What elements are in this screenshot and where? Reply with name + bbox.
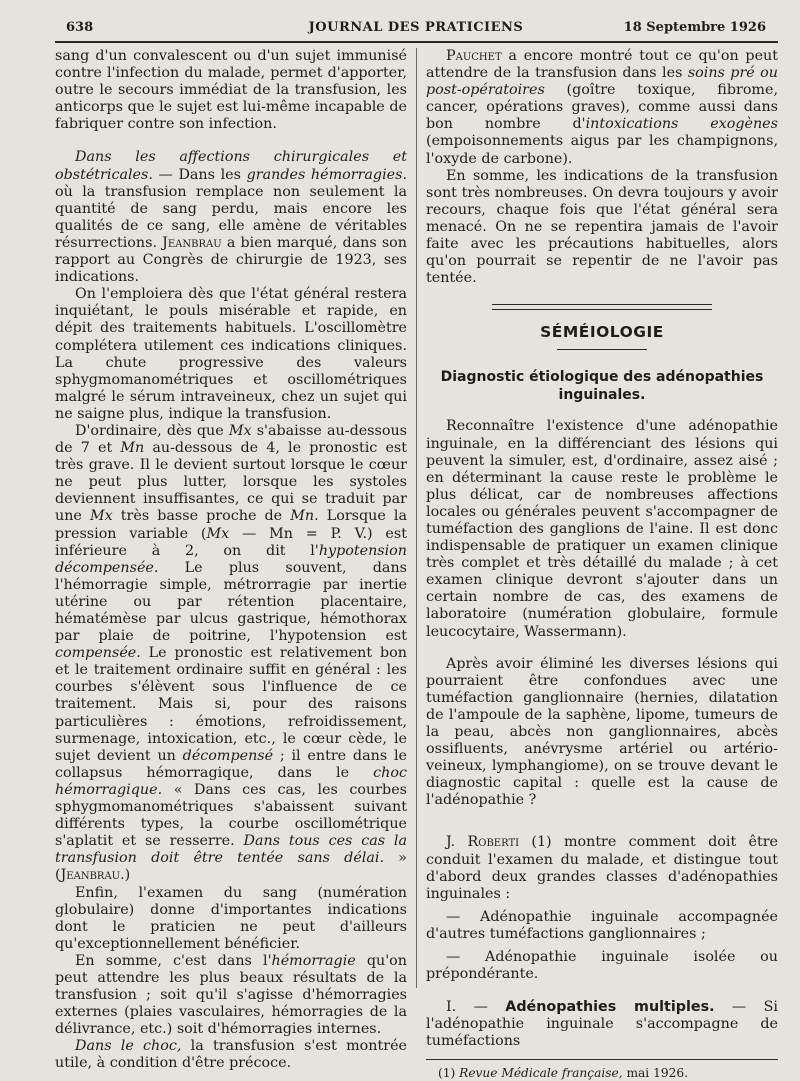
text-run: Le pronostic est relativement bon et le traitement ordinaire suffit en général : les courbes s'élèvent sous l'influence de ce traitement. Mais si, pour des raisons particulières : émotions, refroidissement, surmenage, intoxication, etc., le cœur cède, le sujet devient un xyxy=(55,645,407,764)
text-run: (goître toxique, fibrome, cancer, opérations graves), comme aussi dans bon nombre d' xyxy=(426,82,778,133)
text-italic: Mn xyxy=(120,440,145,457)
text-italic: Mx xyxy=(206,525,230,542)
text-run: Le plus souvent, dans l'hémorragie simple, métrorragie par inertie utérine ou par rétention placentaire, hématémèse par ulcus gastrique, hémothorax par plaie de poitrine, l'hypotension est xyxy=(55,559,407,645)
text-run: très basse proche de xyxy=(112,508,291,525)
text-run: « Dans ces cas, les courbes sphygmomanométriques s'abaissent suivant différents types, la courbe oscillométrique s'aplatit et se resserre. xyxy=(55,781,407,850)
author-name: Jeanbrau xyxy=(162,234,222,251)
text-run: En somme, c'est dans l' xyxy=(75,952,272,969)
paragraph: En somme, les indications de la transfusion sont très nombreuses. On devra toujours y avoir recours, chaque fois que l'état général sera menacé. On ne se repentira jamais de l'avoir faite avec les précautions habituelles, alors qu'on pourrait se repentir de ne l'avoir pas tentée. xyxy=(426,167,778,287)
text-run: au-dessous de 4, le pronostic est très grave. Il le devient surtout lorsque le cœur ne peut plus lutter, lorsque les systoles deviennent insuffisantes, ce qui se traduit par une xyxy=(55,440,407,525)
paragraph: On l'emploiera dès que l'état général restera inquiétant, le pouls misérable et rapide, en dépit des traitements habituels. L'oscillomètre complétera utilement ces indications cliniques. La chute progressive des valeurs sphygmomanométriques et oscillométriques malgré le sérum intraveineux, chez un sujet qui ne saigne plus, indique la transfusion. xyxy=(55,286,407,422)
text-run: — Dans les xyxy=(152,166,247,183)
paragraph: — Adénopathie inguinale isolée ou prépondérante. xyxy=(426,949,778,983)
paragraph: Après avoir éliminé les diverses lésions qui pourraient être confondues avec une tuméfaction ganglionnaire (hernies, dilatation de l'ampoule de la saphène, lipome, tumeurs de la peau, abcès non ganglionnaires, abcès ossifluents, anévrysme artériel ou artério-veineux, lymphangiome), on se trouve devant le diagnostic capital : quelle est la cause de l'adénopathie ? xyxy=(426,655,778,809)
text-run: ; il entre dans le collapsus hémorragique, dans le xyxy=(55,747,407,781)
text-run: la transfusion s'est montrée utile, à condition d'être précoce. xyxy=(55,1038,407,1072)
text-italic: grandes hémorragies. xyxy=(246,166,407,183)
text-run: Lorsque la pression variable ( xyxy=(55,508,408,542)
footnote-rule xyxy=(426,1059,778,1060)
paragraph: sang d'un convalescent ou d'un sujet immunisé contre l'infection du malade, permet d'apporter, outre le secours immédiat de la transfusion, les anticorps que le sujet est lui-même incapable de fabriquer contre son infection. xyxy=(55,48,407,133)
text-italic: intoxications exogènes xyxy=(585,116,778,133)
paragraph: Enfin, l'examen du sang (numération globulaire) donne d'importantes indications dont le praticien ne peut d'ailleurs qu'exceptionnellement bénéficier. xyxy=(55,884,407,952)
text-run: — Mn = P. V.) est inférieure à 2, on dit l' xyxy=(55,525,407,559)
right-column xyxy=(426,48,778,1081)
text-run: (empoisonnements aigus par les champignons, l'oxyde de carbone). xyxy=(426,133,778,167)
text-italic: soins pré ou post-opératoires xyxy=(426,65,778,99)
paragraph xyxy=(426,999,778,1050)
inline-heading: Adénopathies multiples. xyxy=(505,999,715,1016)
column-divider xyxy=(416,48,417,988)
paragraph: Reconnaître l'existence d'une adénopathie inguinale, en la différenciant des lésions qui peuvent la simuler, est, d'ordinaire, assez aisé ; en déterminant la cause reste le problème le plus délicat, car de nombreuses affections locales ou générales peuvent s'accompagner de tuméfaction des ganglions de l'aine. Il est donc indispensable de pratiquer un examen clinique très complet et très détaillé du malade ; à cet examen clinique devront s'ajouter dans un certain nombre de cas, des examens de laboratoire (numération globulaire, formule leucocytaire, Wassermann). xyxy=(426,418,778,640)
text-run: qu'on peut attendre les plus beaux résultats de la transfusion ; soit qu'il s'agisse d'hémorragies externes (plaies vasculaires, hémorragies de la délivrance, etc.) soit d'hémorragies internes. xyxy=(55,952,407,1038)
text-run: a encore montré tout ce qu'on peut attendre de la transfusion dans les xyxy=(426,48,778,82)
text-italic: choc hémorragique. xyxy=(55,764,407,798)
author-name: Jeanbrau xyxy=(60,867,121,884)
text-run: » ( xyxy=(55,850,407,884)
text-run: D'ordinaire, dès que xyxy=(75,422,229,439)
text-run: s'abaisse au-dessous de 7 et xyxy=(55,422,408,457)
running-header xyxy=(66,20,766,40)
header-rule xyxy=(55,41,778,43)
text-run: a bien marqué, dans son rapport au Congrès de chirurgie de 1923, ses indications. xyxy=(55,234,407,286)
text-run: J. xyxy=(446,834,468,851)
paragraph xyxy=(55,1038,407,1072)
footnote-source: Revue Médicale française, xyxy=(459,1065,623,1080)
text-italic: décompensé xyxy=(182,747,274,764)
text-run: I. — xyxy=(446,999,506,1016)
footnote-marker: (1) xyxy=(438,1065,460,1080)
paragraph xyxy=(426,48,778,168)
subheading-italic: Dans les affections chirurgicales et obstétricales. xyxy=(55,149,407,183)
text-italic: hypotension décompensée. xyxy=(55,542,407,576)
footnote xyxy=(426,1066,778,1081)
author-name: Pauchet xyxy=(446,48,502,64)
section-title: SÉMÉIOLOGIE xyxy=(540,323,664,342)
text-italic: Dans tous ces cas la transfusion doit être tentée sans délai. xyxy=(55,833,407,867)
text-run: .) xyxy=(120,867,131,884)
text-run: — Si l'adénopathie inguinale s'accompagne de tuméfactions xyxy=(426,999,778,1050)
text-run: (1) montre comment doit être conduit l'examen du malade, et distingue tout d'abord deux grandes classes d'adénopathies inguinales : xyxy=(426,834,779,902)
text-run: mai 1926. xyxy=(622,1065,688,1080)
left-column xyxy=(55,48,407,1073)
text-italic: Mx xyxy=(89,508,113,525)
text-italic: hémorragie xyxy=(271,952,356,969)
text-italic: Mx xyxy=(228,422,252,439)
issue-date: 18 Septembre 1926 xyxy=(623,20,766,35)
paragraph xyxy=(55,953,407,1038)
journal-title: JOURNAL DES PRATICIENS xyxy=(308,20,524,35)
section-rule xyxy=(557,349,647,350)
paragraph: — Adénopathie inguinale accompagnée d'autres tuméfactions ganglionnaires ; xyxy=(426,908,778,942)
page-number: 638 xyxy=(66,20,94,35)
paragraph xyxy=(55,423,407,885)
text-italic: compensée. xyxy=(55,645,141,662)
text-italic: Mn. xyxy=(290,508,319,525)
paragraph xyxy=(55,149,407,286)
text-italic: Dans le choc, xyxy=(75,1038,182,1055)
section-double-rule xyxy=(492,304,712,310)
text-run: où la transfusion remplace non seulement la quantité de sang perdu, mais encore les qualités de ce sang, elle amène de véritables résurrections. xyxy=(55,183,407,251)
article-title: Diagnostic étiologique des adénopathies inguinales. xyxy=(440,369,764,404)
paragraph xyxy=(426,834,778,902)
author-name: Roberti xyxy=(467,834,520,851)
